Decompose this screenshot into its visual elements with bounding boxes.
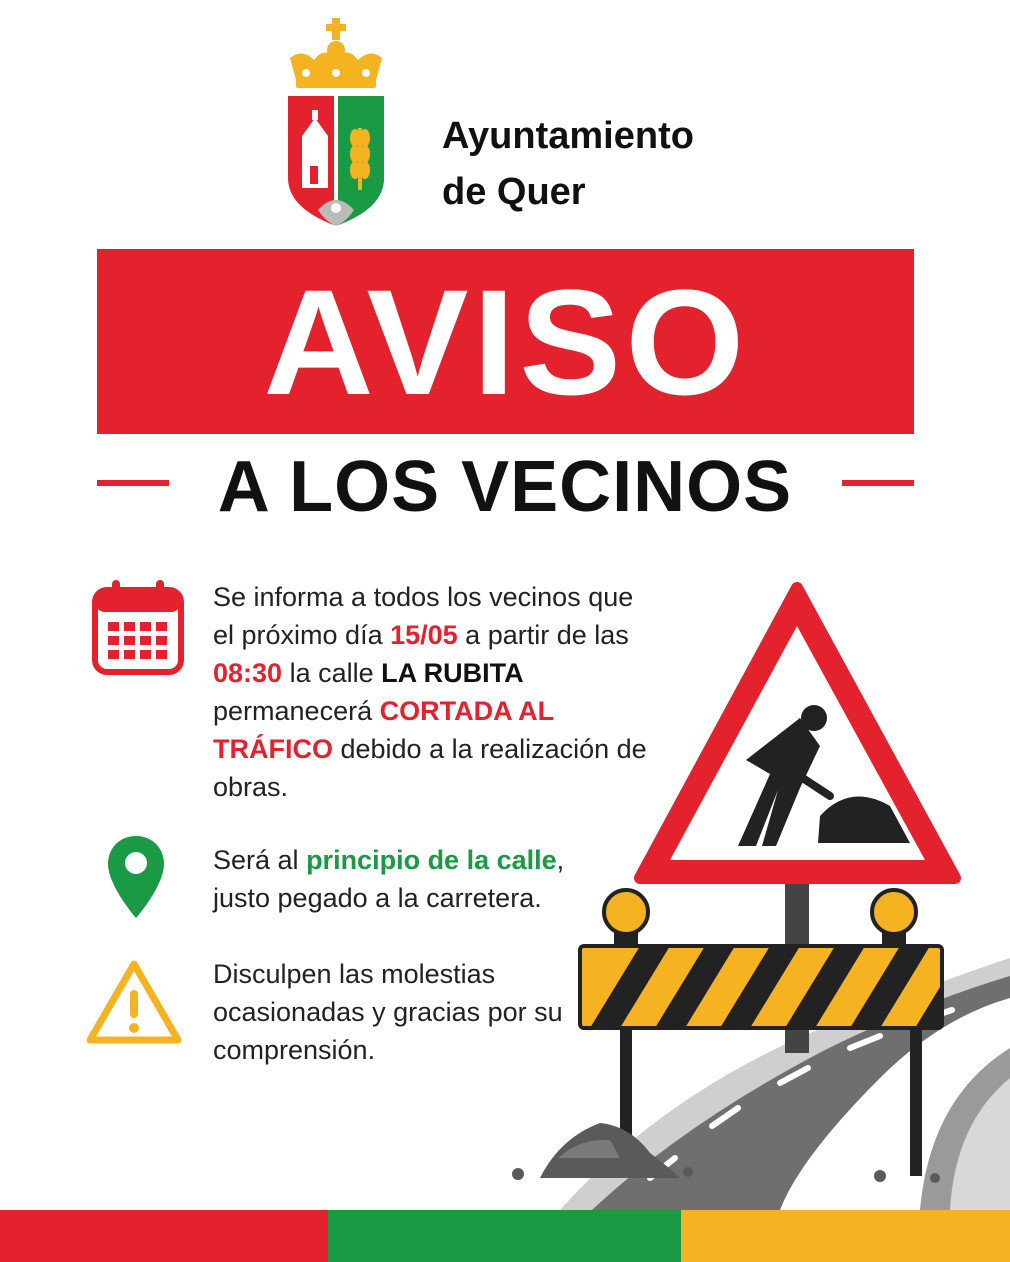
notice-date: 15/05 xyxy=(390,620,458,650)
footer-green-segment xyxy=(328,1210,681,1262)
coat-of-arms-logo xyxy=(284,18,388,230)
subtitle-dash-right xyxy=(842,480,914,486)
location-text-b: , justo pegado a la carretera. xyxy=(213,845,565,913)
aviso-title: AVISO xyxy=(262,257,749,426)
org-name-line2: de Quer xyxy=(442,171,586,213)
notice-street: LA RUBITA xyxy=(381,658,524,688)
notice-closure: CORTADA AL TRÁFICO xyxy=(213,696,554,764)
organization-name xyxy=(442,108,694,220)
location-text-a: Será al xyxy=(213,845,307,875)
aviso-banner xyxy=(97,249,914,434)
warning-triangle-icon xyxy=(86,958,182,1046)
location-highlight: principio de la calle xyxy=(306,845,557,875)
notice-text-b: a partir de las xyxy=(457,620,629,650)
notice-text-c: la calle xyxy=(282,658,382,688)
notice-text-a: Se informa a todos los vecinos que el próximo día xyxy=(213,582,634,650)
subtitle-dash-left xyxy=(97,480,169,486)
apology-paragraph: Disculpen las molestias ocasionadas y gracias por su comprensión. xyxy=(213,959,563,1065)
footer-red-segment xyxy=(0,1210,328,1262)
calendar-icon xyxy=(92,578,184,676)
footer-color-bar xyxy=(0,1210,1010,1262)
notice-text-e: debido a la realización de obras. xyxy=(213,734,647,802)
subtitle: A LOS VECINOS xyxy=(217,447,793,527)
notice-text-d: permanecerá xyxy=(213,696,380,726)
notice-time: 08:30 xyxy=(213,658,283,688)
footer-yellow-segment xyxy=(681,1210,1010,1262)
org-name-line1: Ayuntamiento xyxy=(442,115,694,157)
location-pin-icon xyxy=(106,834,166,920)
roadwork-sign-icon xyxy=(480,578,1010,1210)
